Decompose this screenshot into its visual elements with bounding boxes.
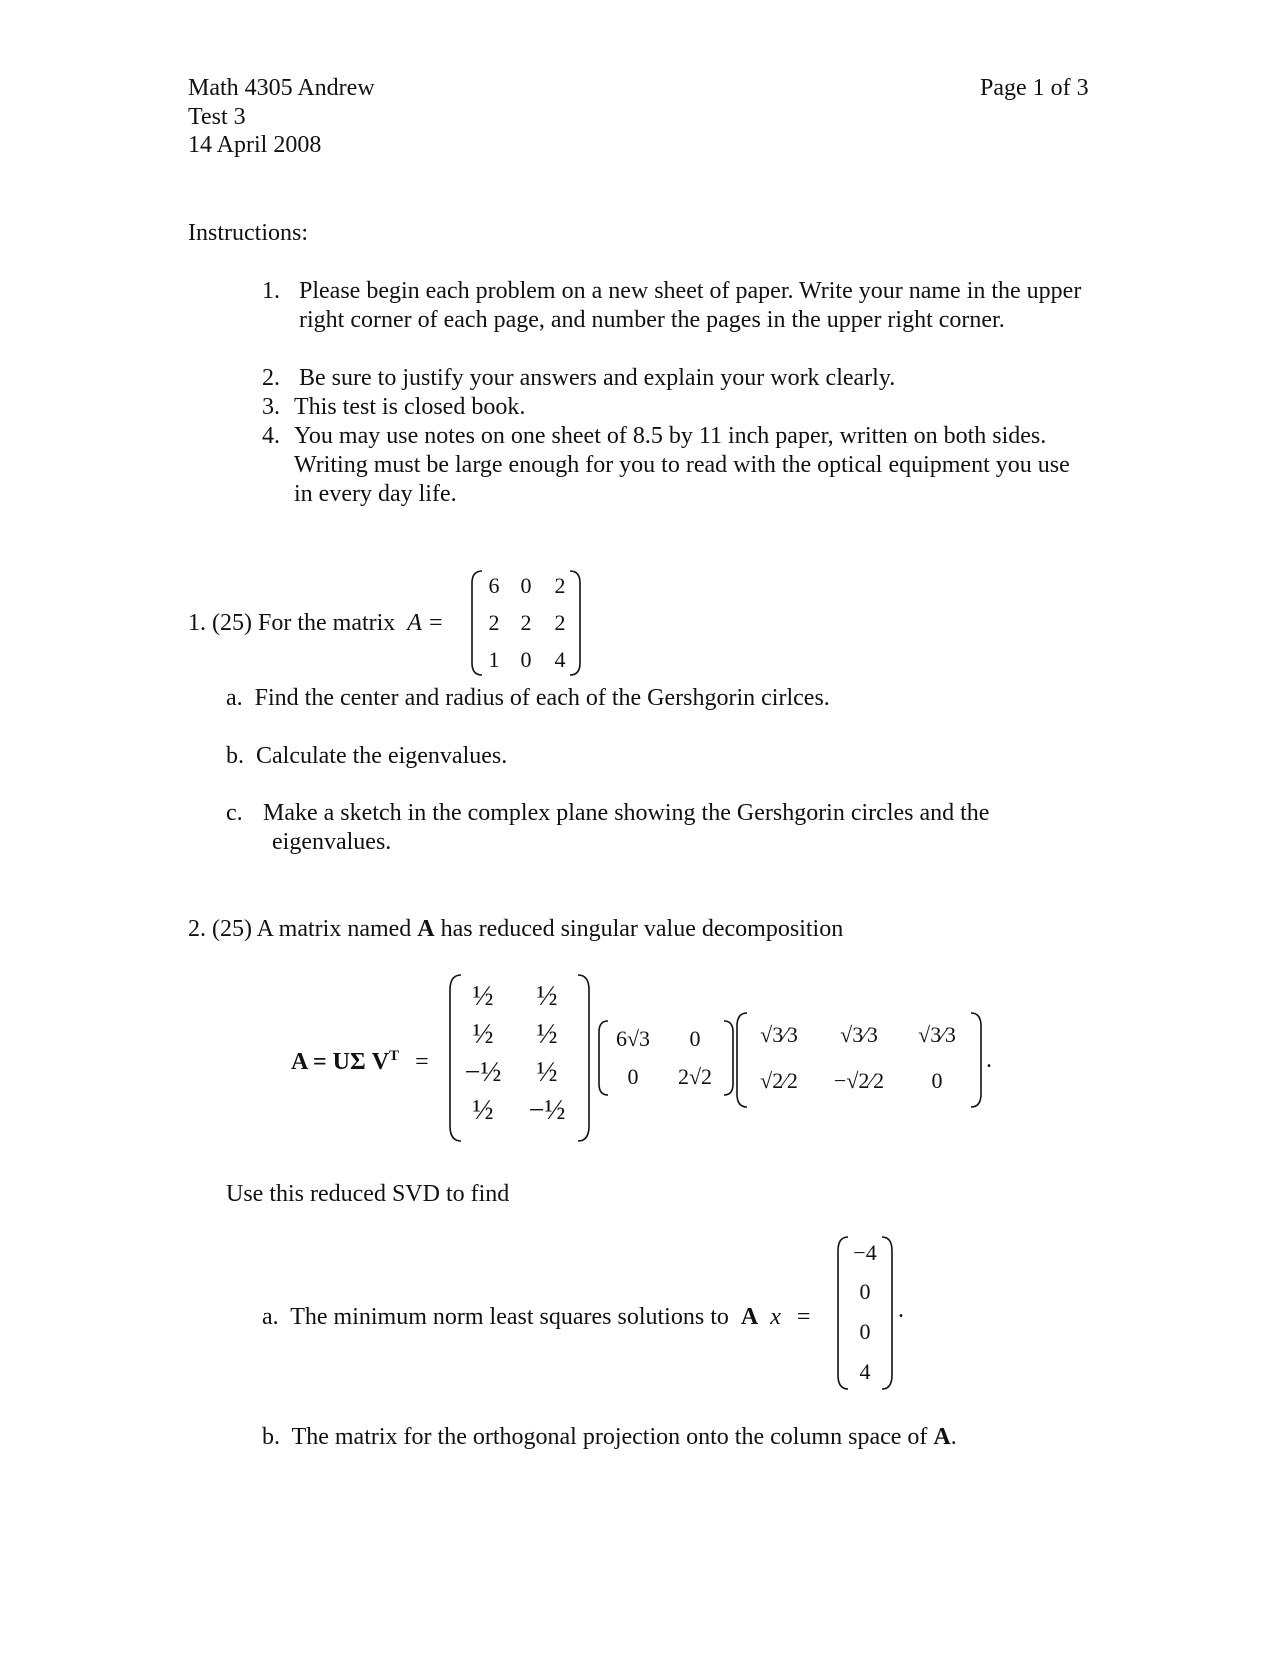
matrix-cell: 2√2 bbox=[677, 1064, 713, 1089]
vector-cell: 4 bbox=[859, 1359, 871, 1384]
matrix-cell: 2 bbox=[488, 610, 500, 635]
matrix-cell: √2⁄2 bbox=[760, 1068, 798, 1093]
matrix-sigma bbox=[597, 1018, 735, 1098]
problem-2-part-a: a. The minimum norm least squares solutions to A x = bbox=[262, 1304, 811, 1330]
matrix-cell: 2 bbox=[554, 573, 566, 598]
matrix-cell: −½ bbox=[528, 1095, 566, 1126]
use-svd-text: Use this reduced SVD to find bbox=[226, 1181, 510, 1207]
vector-cell: 0 bbox=[859, 1279, 871, 1304]
matrix-cell: 6 bbox=[488, 573, 500, 598]
matrix-cell: √3⁄3 bbox=[840, 1022, 878, 1047]
matrix-cell: −√2⁄2 bbox=[833, 1068, 885, 1093]
matrix-cell: 2 bbox=[554, 610, 566, 635]
problem-1-part-b: b. Calculate the eigenvalues. bbox=[226, 743, 508, 769]
matrix-cell: ½ bbox=[536, 1019, 558, 1050]
matrix-cell: 0 bbox=[520, 573, 532, 598]
test-number: Test 3 bbox=[188, 103, 246, 130]
page-number: Page 1 of 3 bbox=[980, 75, 1089, 101]
vector-period: . bbox=[898, 1297, 904, 1323]
instructions-heading: Instructions: bbox=[188, 220, 308, 246]
vector-cell: 0 bbox=[859, 1319, 871, 1344]
matrix-cell: 2 bbox=[520, 610, 532, 635]
matrix-cell: 1 bbox=[488, 647, 500, 672]
problem-1-label: 1. (25) For the matrix A = bbox=[188, 610, 444, 636]
matrix-cell: 0 bbox=[627, 1064, 639, 1089]
matrix-cell: √3⁄3 bbox=[918, 1022, 956, 1047]
matrix-cell: ½ bbox=[472, 981, 494, 1012]
svd-period: . bbox=[986, 1047, 992, 1073]
matrix-cell: √3⁄3 bbox=[760, 1022, 798, 1047]
instruction-number: 4. bbox=[262, 423, 280, 449]
matrix-cell: 4 bbox=[554, 647, 566, 672]
instruction-number: 3. bbox=[262, 394, 280, 420]
matrix-vt bbox=[735, 1010, 983, 1110]
matrix-cell: 0 bbox=[689, 1026, 701, 1051]
instruction-text: You may use notes on one sheet of 8.5 by 11 inch paper, written on both sides. Writing must be large enough for you to read with the optical equipment you use in every day life. bbox=[294, 423, 1070, 507]
problem-1-part-c: c. Make a sketch in the complex plane showing the Gershgorin circles and the eigenvalues. bbox=[226, 800, 990, 855]
matrix-cell: ½ bbox=[472, 1019, 494, 1050]
header-left bbox=[188, 74, 375, 160]
instruction-text: Please begin each problem on a new sheet of paper. Write your name in the upper right corner of each page, and number the pages in the upper right corner. bbox=[299, 278, 1082, 333]
matrix-cell: ½ bbox=[472, 1095, 494, 1126]
instruction-text: This test is closed book. bbox=[294, 394, 526, 420]
test-date: 14 April 2008 bbox=[188, 132, 322, 158]
instruction-text: Be sure to justify your answers and explain your work clearly. bbox=[299, 365, 896, 391]
matrix-cell: −½ bbox=[464, 1057, 502, 1088]
problem-2-label: 2. (25) A matrix named A has reduced singular value decomposition bbox=[188, 916, 844, 942]
svd-lhs: A = UΣ $V^T$ = bbox=[291, 1048, 429, 1075]
problem-2-part-b: b. The matrix for the orthogonal projection onto the column space of A. bbox=[262, 1424, 957, 1450]
vector-b bbox=[836, 1234, 894, 1392]
matrix-u bbox=[447, 972, 592, 1144]
matrix-cell: ½ bbox=[536, 981, 558, 1012]
matrix-cell: 0 bbox=[931, 1068, 943, 1093]
problem-1-part-a: a. Find the center and radius of each of the Gershgorin cirlces. bbox=[226, 685, 830, 711]
matrix-cell: ½ bbox=[536, 1057, 558, 1088]
matrix-a bbox=[470, 568, 582, 678]
vector-cell: −4 bbox=[853, 1240, 877, 1265]
instruction-number: 1. bbox=[262, 278, 280, 304]
matrix-variable: A = bbox=[407, 610, 444, 636]
matrix-cell: 0 bbox=[520, 647, 532, 672]
instruction-number: 2. bbox=[262, 365, 280, 391]
course-title: Math 4305 Andrew bbox=[188, 75, 375, 101]
matrix-cell: 6√3 bbox=[615, 1026, 651, 1051]
